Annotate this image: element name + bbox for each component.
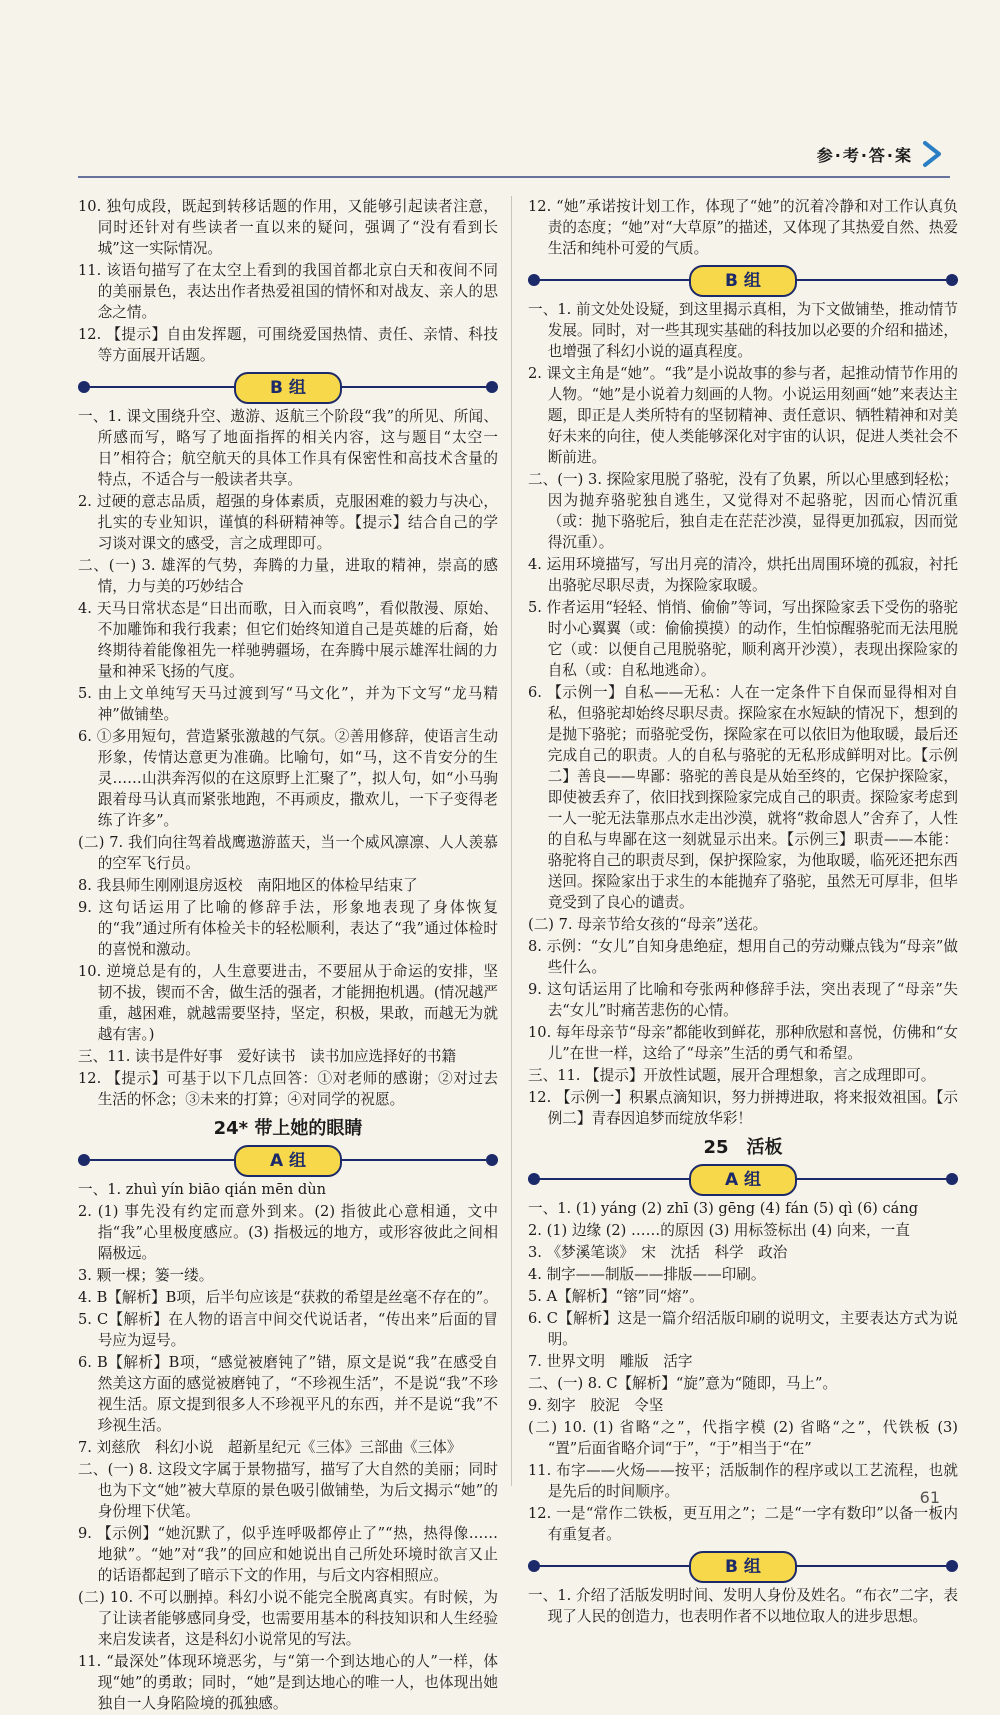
answer-item: (二) 7. 我们向往驾着战鹰遨游蓝天，当一个威风凛凛、人人羡慕的空军飞行员。: [78, 834, 498, 872]
group-b-label: B 组: [689, 1551, 797, 1583]
answer-item: 一、1. zhuì yín biāo qián mēn dùn: [78, 1181, 327, 1198]
answer-item: 9. 【示例】“她沉默了，似乎连呼吸都停止了”“热，热得像……地狱”。“她”对“我”的回应和她说出自己所处环境时欲言又止的话语都起到了暗示下文的作用，与后文内容相照应。: [78, 1525, 498, 1584]
answer-item: 7. 世界文明 雕版 活字: [528, 1353, 693, 1370]
answer-item: 6. 【示例一】自私——无私：人在一定条件下自保而显得相对自私，但骆驼却始终尽职尽责。探险家在水短缺的情况下，想到的是抛下骆驼；而骆驼受伤，探险家在可以依旧为他取暖，最后还完成自己的职责。人的自私与骆驼的无私形成鲜明对比。【示例二】善良——卑鄙：骆驼的善良是从始至终的，它保护探险家，即使被丢弃了，依旧找到探险家完成自己的职责。探险家考虑到一人一驼无法靠那点水走出沙漠，就将“救命恩人”舍弃了，人性的自私与卑鄙在这一刻就显示出来。【示例三】职责——本能：骆驼将自己的职责尽到，保护探险家，为他取暖，临死还把东西送回。探险家出于求生的本能抛弃了骆驼，虽然无可厚非，但毕竟受到了良心的谴责。: [528, 684, 958, 911]
answer-item: 11. “最深处”体现环境恶劣，与“第一个到达地心的人”一样，体现“她”的勇敢；同时，“她”是到达地心的唯一人，也体现出她独自一人身陷险境的孤独感。: [78, 1653, 498, 1712]
answer-item: 6. ①多用短句，营造紧张激越的气氛。②善用修辞，使语言生动形象，传情达意更为准确。比喻句，如“马，这不肯安分的生灵……山洪奔泻似的在这原野上汇聚了”，拟人句，如“小马驹跟着母马认真而紧张地跑，不再顽皮，撒欢儿，一下子变得老练了许多”。: [78, 728, 498, 829]
lesson-title-25: 25 活板: [703, 1137, 783, 1158]
answer-item: 一、1. 课文围绕升空、遨游、返航三个阶段“我”的所见、所闻、所感而写，略写了地面指挥的相关内容，这与题目“太空一日”相符合；航空航天的具体工作具有保密性和高技术含量的特点，不适合与一般读者共享。: [78, 408, 498, 488]
answer-item: 二、(一) 3. 雄浑的气势，奔腾的力量，进取的精神，崇高的感情，力与美的巧妙结合: [78, 557, 498, 595]
header-title: 参·考·答·案: [816, 145, 913, 165]
answer-item: 12. 【提示】自由发挥题，可围绕爱国热情、责任、亲情、科技等方面展开话题。: [78, 326, 498, 364]
answer-item: 10. 独句成段，既起到转移话题的作用，又能够引起读者注意，同时还针对有些读者一直以来的疑问，强调了“没有看到长城”这一实际情况。: [78, 198, 498, 257]
answer-item: 8. 我县师生刚刚退房返校 南阳地区的体检早结束了: [78, 877, 418, 894]
answer-item: 7. 刘慈欣 科幻小说 超新星纪元《三体》三部曲《三体》: [78, 1439, 462, 1456]
answer-item: 5. 作者运用“轻轻、悄悄、偷偷”等词，写出探险家丢下受伤的骆驼时小心翼翼（或：偷偷摸摸）的动作，生怕惊醒骆驼而无法甩脱它（或：以便自己甩脱骆驼，顺利离开沙漠），表现出探险家的自私（或：自私地逃命）。: [528, 599, 958, 679]
answer-item: 3. 《梦溪笔谈》 宋 沈括 科学 政治: [528, 1244, 788, 1261]
answer-item: 6. C【解析】这是一篇介绍活版印刷的说明文，主要表达方式为说明。: [528, 1310, 958, 1348]
answer-item: 11. 该语句描写了在太空上看到的我国首都北京白天和夜间不同的美丽景色，表达出作者热爱祖国的情怀和对战友、亲人的思念之情。: [78, 262, 498, 321]
chevron-right-icon: [919, 140, 945, 168]
page-number: 61: [919, 1488, 940, 1507]
answer-item: 4. 天马日常状态是“日出而歌，日入而哀鸣”，看似散漫、原始、不加雕饰和我行我素；但它们始终知道自己是英雄的后裔，始终期待着能像祖先一样驰骋疆场，在奔腾中展示雄浑壮阔的力量和神采飞扬的气度。: [78, 600, 498, 680]
answer-item: 3. 颗一棵；篓一缕。: [78, 1267, 214, 1284]
answer-item: 5. 由上文单纯写天马过渡到写“马文化”，并为下文写“龙马精神”做铺垫。: [78, 685, 498, 723]
answer-item: 12. “她”承诺按计划工作，体现了“她”的沉着冷静和对工作认真负责的态度；“她”对“大草原”的描述，又体现了其热爱自然、热爱生活和纯朴可爱的气质。: [528, 198, 958, 257]
answer-item: 8. 示例：“女儿”自知身患绝症，想用自己的劳动赚点钱为“母亲”做些什么。: [528, 938, 958, 976]
answer-item: 4. B【解析】B项，后半句应该是“获救的希望是丝毫不存在的”。: [78, 1289, 498, 1306]
answer-item: 9. 这句话运用了比喻和夸张两种修辞手法，突出表现了“母亲”失去“女儿”时痛苦悲伤的心情。: [528, 981, 958, 1019]
page-header: [817, 140, 945, 168]
group-b-label: B 组: [689, 265, 797, 297]
group-a-label: A 组: [234, 1145, 342, 1177]
answer-item: 2. 课文主角是“她”。“我”是小说故事的参与者，起推动情节作用的人物。“她”是小说着力刻画的人物。小说运用刻画“她”来表达主题，即正是人类所特有的坚韧精神、责任意识、牺牲精神和对美好未来的向往，使人类能够深化对宇宙的认识，促进人类社会不断前进。: [528, 365, 958, 466]
answer-item: 6. B【解析】B项，“感觉被磨钝了”错，原文是说“我”在感受自然美这方面的感觉被磨钝了，“不珍视生活”，不是说“我”不珍视生活。原文提到很多人不珍视平凡的东西，并不是说“我”不珍视生活。: [78, 1354, 498, 1434]
answer-item: 4. 运用环境描写，写出月亮的清冷，烘托出周围环境的孤寂，衬托出骆驼尽职尽责，为探险家取暖。: [528, 556, 958, 594]
right-column: [528, 196, 958, 1628]
answer-item: 5. A【解析】“镕”同“熔”。: [528, 1288, 704, 1305]
answer-item: 12. 【提示】可基于以下几点回答：①对老师的感谢；②对过去生活的怀念；③未来的打算；④对同学的祝愿。: [78, 1070, 498, 1108]
header-rule: [78, 176, 950, 178]
answer-item: 三、11. 读书是件好事 爱好读书 读书加应选择好的书籍: [78, 1048, 457, 1065]
answer-item: 2. (1) 事先没有约定而意外到来。(2) 指彼此心意相通，文中指“我”心里极度感应。(3) 指极远的地方，或形容彼此之间相隔极远。: [78, 1203, 498, 1262]
answer-item: 2. 过硬的意志品质，超强的身体素质，克服困难的毅力与决心，扎实的专业知识，谨慎的科研精神等。【提示】结合自己的学习谈对课文的感受，言之成理即可。: [78, 493, 498, 552]
answer-item: 5. C【解析】在人物的语言中间交代说话者，“传出来”后面的冒号应为逗号。: [78, 1311, 498, 1349]
answer-item: 10. 逆境总是有的，人生意要进击，不要屈从于命运的安排，坚韧不拔，锲而不舍，做生活的强者，才能拥抱机遇。(情况越严重，越困难，就越需要坚持，坚定，积极，果敢，而越无为就越有害。): [78, 963, 498, 1043]
lesson-title-24: 24* 带上她的眼睛: [213, 1118, 363, 1139]
answer-item: 12. 一是“常作二铁板，更互用之”；二是“一字有数印”以备一板内有重复者。: [528, 1505, 958, 1543]
answer-item: 一、1. (1) yáng (2) zhī (3) gēng (4) fán (5) qì (6) cáng: [528, 1200, 919, 1217]
answer-item: 10. 每年母亲节“母亲”都能收到鲜花，那种欣慰和喜悦，仿佛和“女儿”在世一样，这给了“母亲”生活的勇气和希望。: [528, 1024, 958, 1062]
answer-item: 2. (1) 边缘 (2) ……的原因 (3) 用标签标出 (4) 向来，一直: [528, 1222, 910, 1239]
answer-item: (二) 10. (1) 省略“之”，代指字模 (2) 省略“之”，代铁板 (3) “置”后面省略介词“于”，“于”相当于“在”: [528, 1419, 958, 1457]
answer-item: 二、(一) 8. C【解析】“旋”意为“随即，马上”。: [528, 1375, 838, 1392]
answer-item: (二) 7. 母亲节给女孩的“母亲”送花。: [528, 916, 768, 933]
answer-item: 一、1. 前文处处设疑，到这里揭示真相，为下文做铺垫，推动情节发展。同时，对一些其现实基础的科技加以必要的介绍和描述，也增强了科幻小说的逼真程度。: [528, 301, 958, 360]
group-a-label: A 组: [689, 1164, 797, 1196]
answer-item: 三、11. 【提示】开放性试题，展开合理想象，言之成理即可。: [528, 1067, 936, 1084]
answer-item: 11. 布字——火炀——按平；活版制作的程序或以工艺流程，也就是先后的时间顺序。: [528, 1462, 958, 1500]
left-column: [78, 196, 498, 1715]
group-a-banner: [528, 1164, 958, 1194]
answer-item: 一、1. 介绍了活版发明时间、发明人身份及姓名。“布衣”二字，表现了人民的创造力，也表明作者不以地位取人的进步思想。: [528, 1587, 958, 1625]
group-b-banner: [528, 1551, 958, 1581]
group-b-banner: [528, 265, 958, 295]
answer-item: 12. 【示例一】积累点滴知识，努力拼搏进取，将来报效祖国。【示例二】青春因追梦而绽放华彩！: [528, 1089, 958, 1127]
answer-item: 4. 制字——制版——排版——印刷。: [528, 1266, 766, 1283]
answer-item: (二) 10. 不可以删掉。科幻小说不能完全脱离真实。有时候，为了让读者能够感同身受，也需要用基本的科技知识和人生经验来启发读者，这是科幻小说常见的写法。: [78, 1589, 498, 1648]
column-divider: [511, 196, 512, 1486]
answer-item: 9. 刻字 胶泥 令坚: [528, 1397, 664, 1414]
group-b-banner: [78, 372, 498, 402]
answer-item: 9. 这句话运用了比喻的修辞手法，形象地表现了身体恢复的“我”通过所有体检关卡的轻松顺利，表达了“我”通过体检时的喜悦和激动。: [78, 899, 498, 958]
group-b-label: B 组: [234, 372, 342, 404]
group-a-banner: [78, 1145, 498, 1175]
answer-item: 二、(一) 3. 探险家甩脱了骆驼，没有了负累，所以心里感到轻松；因为抛弃骆驼独自逃生，又觉得对不起骆驼，因而心情沉重（或：抛下骆驼后，独自走在茫茫沙漠，显得更加孤寂，因而觉得沉重）。: [528, 471, 958, 551]
answer-item: 二、(一) 8. 这段文字属于景物描写，描写了大自然的美丽；同时也为下文“她”被大草原的景色吸引做铺垫，为后文揭示“她”的身份埋下伏笔。: [78, 1461, 498, 1520]
